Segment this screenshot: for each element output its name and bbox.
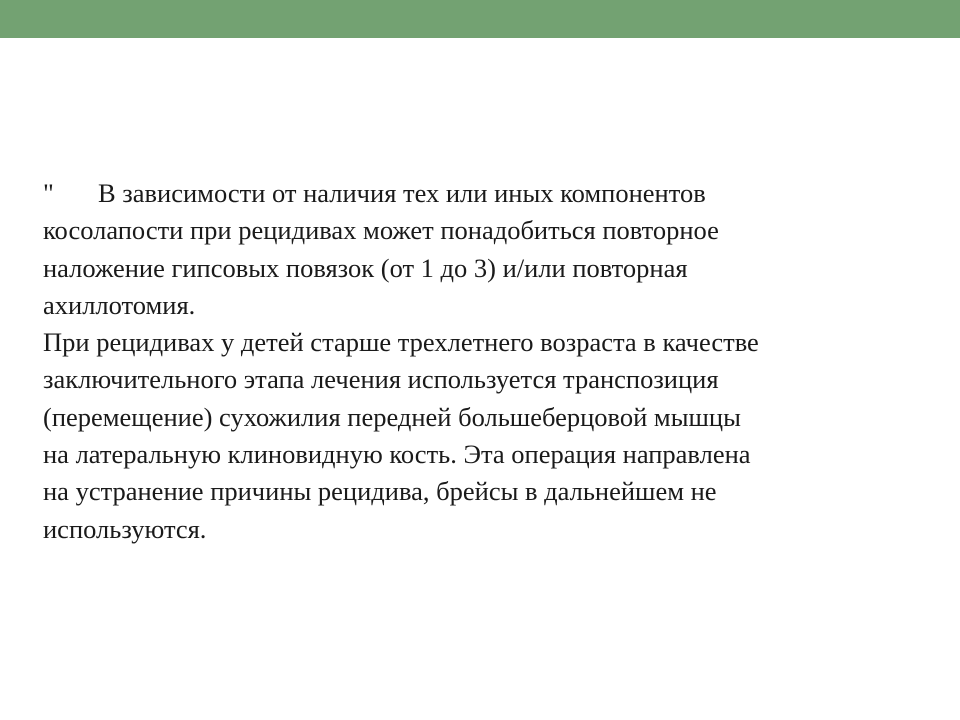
paragraph-1: [43, 175, 923, 324]
text-line: заключительного этапа лечения используется транспозиция: [43, 364, 719, 395]
text-line: ахиллотомия.: [43, 289, 196, 320]
text-line: косолапости при рецидивах может понадобиться повторное: [43, 215, 719, 246]
text-line: используются.: [43, 513, 207, 544]
bullet-mark: ": [43, 178, 54, 208]
text-line-content: В зависимости от наличия тех или иных компонентов: [98, 178, 706, 208]
top-decorative-band: [0, 0, 960, 38]
paragraph-2: [43, 324, 923, 548]
text-line: на латеральную клиновидную кость. Эта операция направлена: [43, 439, 751, 470]
text-line: наложение гипсовых повязок (от 1 до 3) и/или повторная: [43, 252, 688, 283]
text-line: При рецидивах у детей старше трехлетнего возраста в качестве: [43, 327, 759, 358]
slide-text-block: [43, 175, 923, 548]
text-line: [43, 175, 923, 212]
text-line: на устранение причины рецидива, брейсы в дальнейшем не: [43, 476, 717, 507]
text-line: (перемещение) сухожилия передней большеберцовой мышцы: [43, 401, 741, 432]
